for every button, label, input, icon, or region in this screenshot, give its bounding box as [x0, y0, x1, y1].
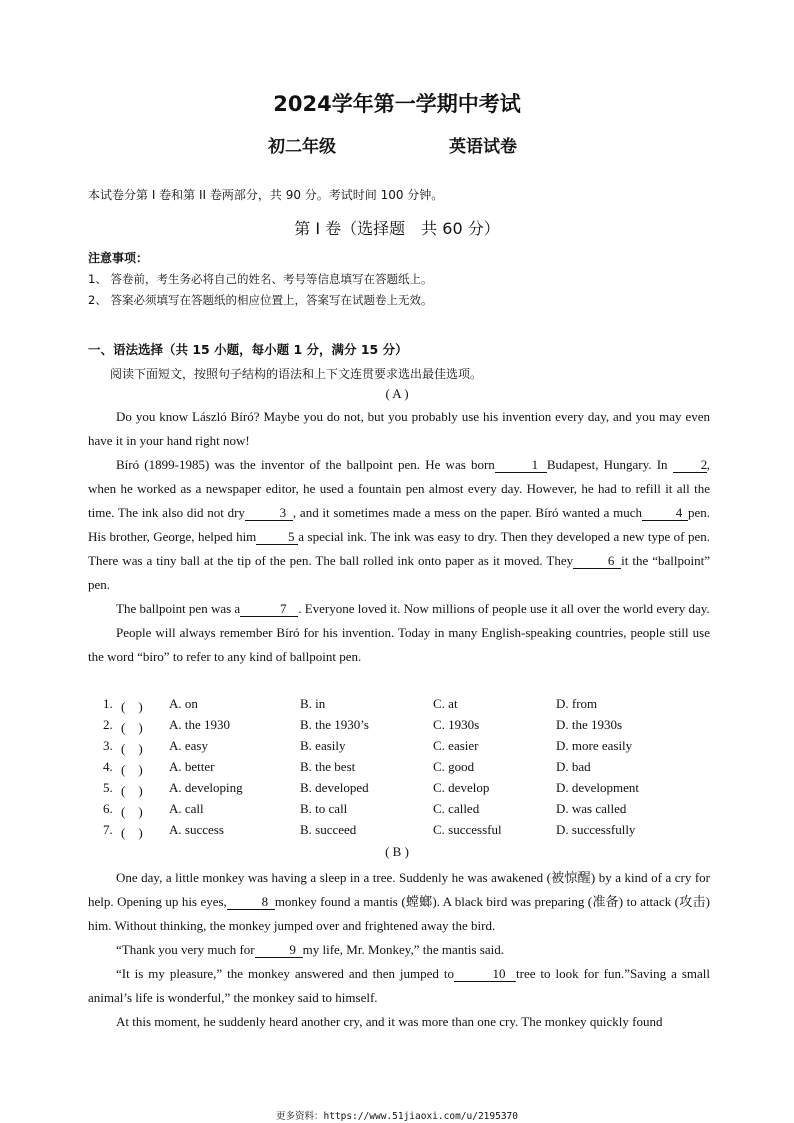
option-b: B. easily: [300, 738, 346, 753]
answer-bracket[interactable]: ( ): [121, 762, 143, 777]
option-d: D. from: [556, 696, 598, 711]
answer-bracket[interactable]: ( ): [121, 804, 143, 819]
grade-label: 初二年级: [268, 137, 336, 157]
answer-bracket[interactable]: ( ): [121, 741, 143, 756]
option-d: D. successfully: [556, 822, 636, 837]
option-d: D. more easily: [556, 738, 633, 753]
part1-heading: 一、语法选择（共 15 小题，每小题 1 分，满分 15 分）: [88, 342, 408, 357]
passage-a-label: ( A ): [385, 386, 409, 401]
paragraph: Bíró (1899-1985) was the inventor of the ballpoint pen. He was born 1 Budapest, Hungary. In 2, when he worked as a newspaper editor, he used a fountain pen almost every day. However, he had to refill it all the time. The ink also did not dry 3 , and it sometimes made a mess on the paper. Bíró wanted a much 4 pen. His brother, George, helped him 5 a special ink. The ink was easy to dry. Then they developed a new type of pen. There was a tiny ball at the tip of the pen. The ball rolled ink onto paper as it moved. They 6 it the “ballpoint” pen.: [88, 457, 711, 592]
question-number: 1.: [103, 696, 113, 711]
option-c: C. called: [433, 801, 480, 816]
answer-bracket[interactable]: ( ): [121, 699, 143, 714]
blank-5: 5: [256, 529, 298, 545]
answer-bracket[interactable]: ( ): [121, 825, 143, 840]
paragraph: At this moment, he suddenly heard another cry, and it was more than one cry. The monkey quickly found: [116, 1014, 663, 1029]
option-b: B. to call: [300, 801, 348, 816]
option-b: B. in: [300, 696, 326, 711]
option-b: B. succeed: [300, 822, 357, 837]
subject-label: 英语试卷: [449, 137, 517, 157]
paragraph: One day, a little monkey was having a sleep in a tree. Suddenly he was awakened (被惊醒) by a kind of a cry for help. Opening up his eyes, 8 monkey found a mantis (螳螂). A black bird was preparing (准备) to attack (攻击) him. Without thinking, the monkey jumped over and frightened away the bird.: [88, 870, 711, 933]
passage-a: [88, 405, 710, 669]
paragraph: “Thank you very much for 9 my life, Mr. Monkey,” the mantis said.: [116, 942, 504, 957]
blank-7: 7: [240, 601, 298, 617]
option-d: D. was called: [556, 801, 627, 816]
blank-1: 1: [495, 457, 547, 473]
option-a: A. on: [169, 696, 198, 711]
option-b: B. the best: [300, 759, 356, 774]
question-number: 3.: [103, 738, 113, 753]
paragraph: “It is my pleasure,” the monkey answered and then jumped to 10 tree to look for fun.”Saving a small animal’s life is wonderful,” the monkey said to himself.: [88, 966, 710, 1005]
passage-b-label: ( B ): [385, 844, 409, 859]
question-number: 6.: [103, 801, 113, 816]
notice-item: 1、 答卷前，考生务必将自己的姓名、考号等信息填写在答题纸上。: [88, 272, 433, 286]
notice-heading: 注意事项：: [88, 251, 149, 265]
paragraph: The ballpoint pen was a 7 . Everyone loved it. Now millions of people use it all over the world every day.: [116, 601, 710, 616]
blank-4: 4: [642, 505, 688, 521]
question-number: 7.: [103, 822, 113, 837]
option-b: B. the 1930’s: [300, 717, 369, 732]
option-c: C. easier: [433, 738, 479, 753]
blank-3: 3: [245, 505, 293, 521]
blank-8: 8: [227, 894, 275, 910]
option-c: C. 1930s: [433, 717, 480, 732]
option-c: C. develop: [433, 780, 490, 795]
notice-item: 2、 答案必须填写在答题纸的相应位置上，答案写在试题卷上无效。: [88, 293, 433, 307]
option-a: A. the 1930: [169, 717, 231, 732]
exam-title: 2024学年第一学期中考试: [273, 92, 521, 116]
option-a: A. success: [169, 822, 224, 837]
option-a: A. call: [169, 801, 204, 816]
paragraph: People will always remember Bíró for his invention. Today in many English-speaking countries, people still use the word “biro” to refer to any kind of ballpoint pen.: [88, 625, 710, 664]
blank-6: 6: [573, 553, 621, 569]
answer-bracket[interactable]: ( ): [121, 720, 143, 735]
option-d: D. development: [556, 780, 640, 795]
blank-9: 9: [255, 942, 303, 958]
option-d: D. bad: [556, 759, 591, 774]
question-number: 5.: [103, 780, 113, 795]
exam-intro: 本试卷分第 I 卷和第 II 卷两部分，共 90 分。考试时间 100 分钟。: [88, 188, 444, 202]
option-c: C. good: [433, 759, 475, 774]
answer-bracket[interactable]: ( ): [121, 783, 143, 798]
footer-link[interactable]: 更多资料：https://www.51jiaoxi.com/u/2195370: [276, 1111, 518, 1122]
option-d: D. the 1930s: [556, 717, 623, 732]
option-b: B. developed: [300, 780, 369, 795]
option-c: C. at: [433, 696, 458, 711]
paragraph: Do you know László Bíró? Maybe you do not, but you probably use his invention every day, and you may even have it in your hand right now!: [88, 409, 710, 448]
option-a: A. better: [169, 759, 215, 774]
option-c: C. successful: [433, 822, 502, 837]
option-a: A. developing: [169, 780, 243, 795]
part1-instruction: 阅读下面短文，按照句子结构的语法和上下文连贯要求选出最佳选项。: [110, 367, 483, 381]
blank-2: 2: [673, 457, 707, 473]
option-a: A. easy: [169, 738, 208, 753]
section-title: 第 I 卷（选择题 共 60 分）: [294, 219, 500, 238]
blank-10: 10: [454, 966, 516, 982]
question-number: 4.: [103, 759, 113, 774]
passage-b: [88, 866, 710, 1034]
question-number: 2.: [103, 717, 113, 732]
